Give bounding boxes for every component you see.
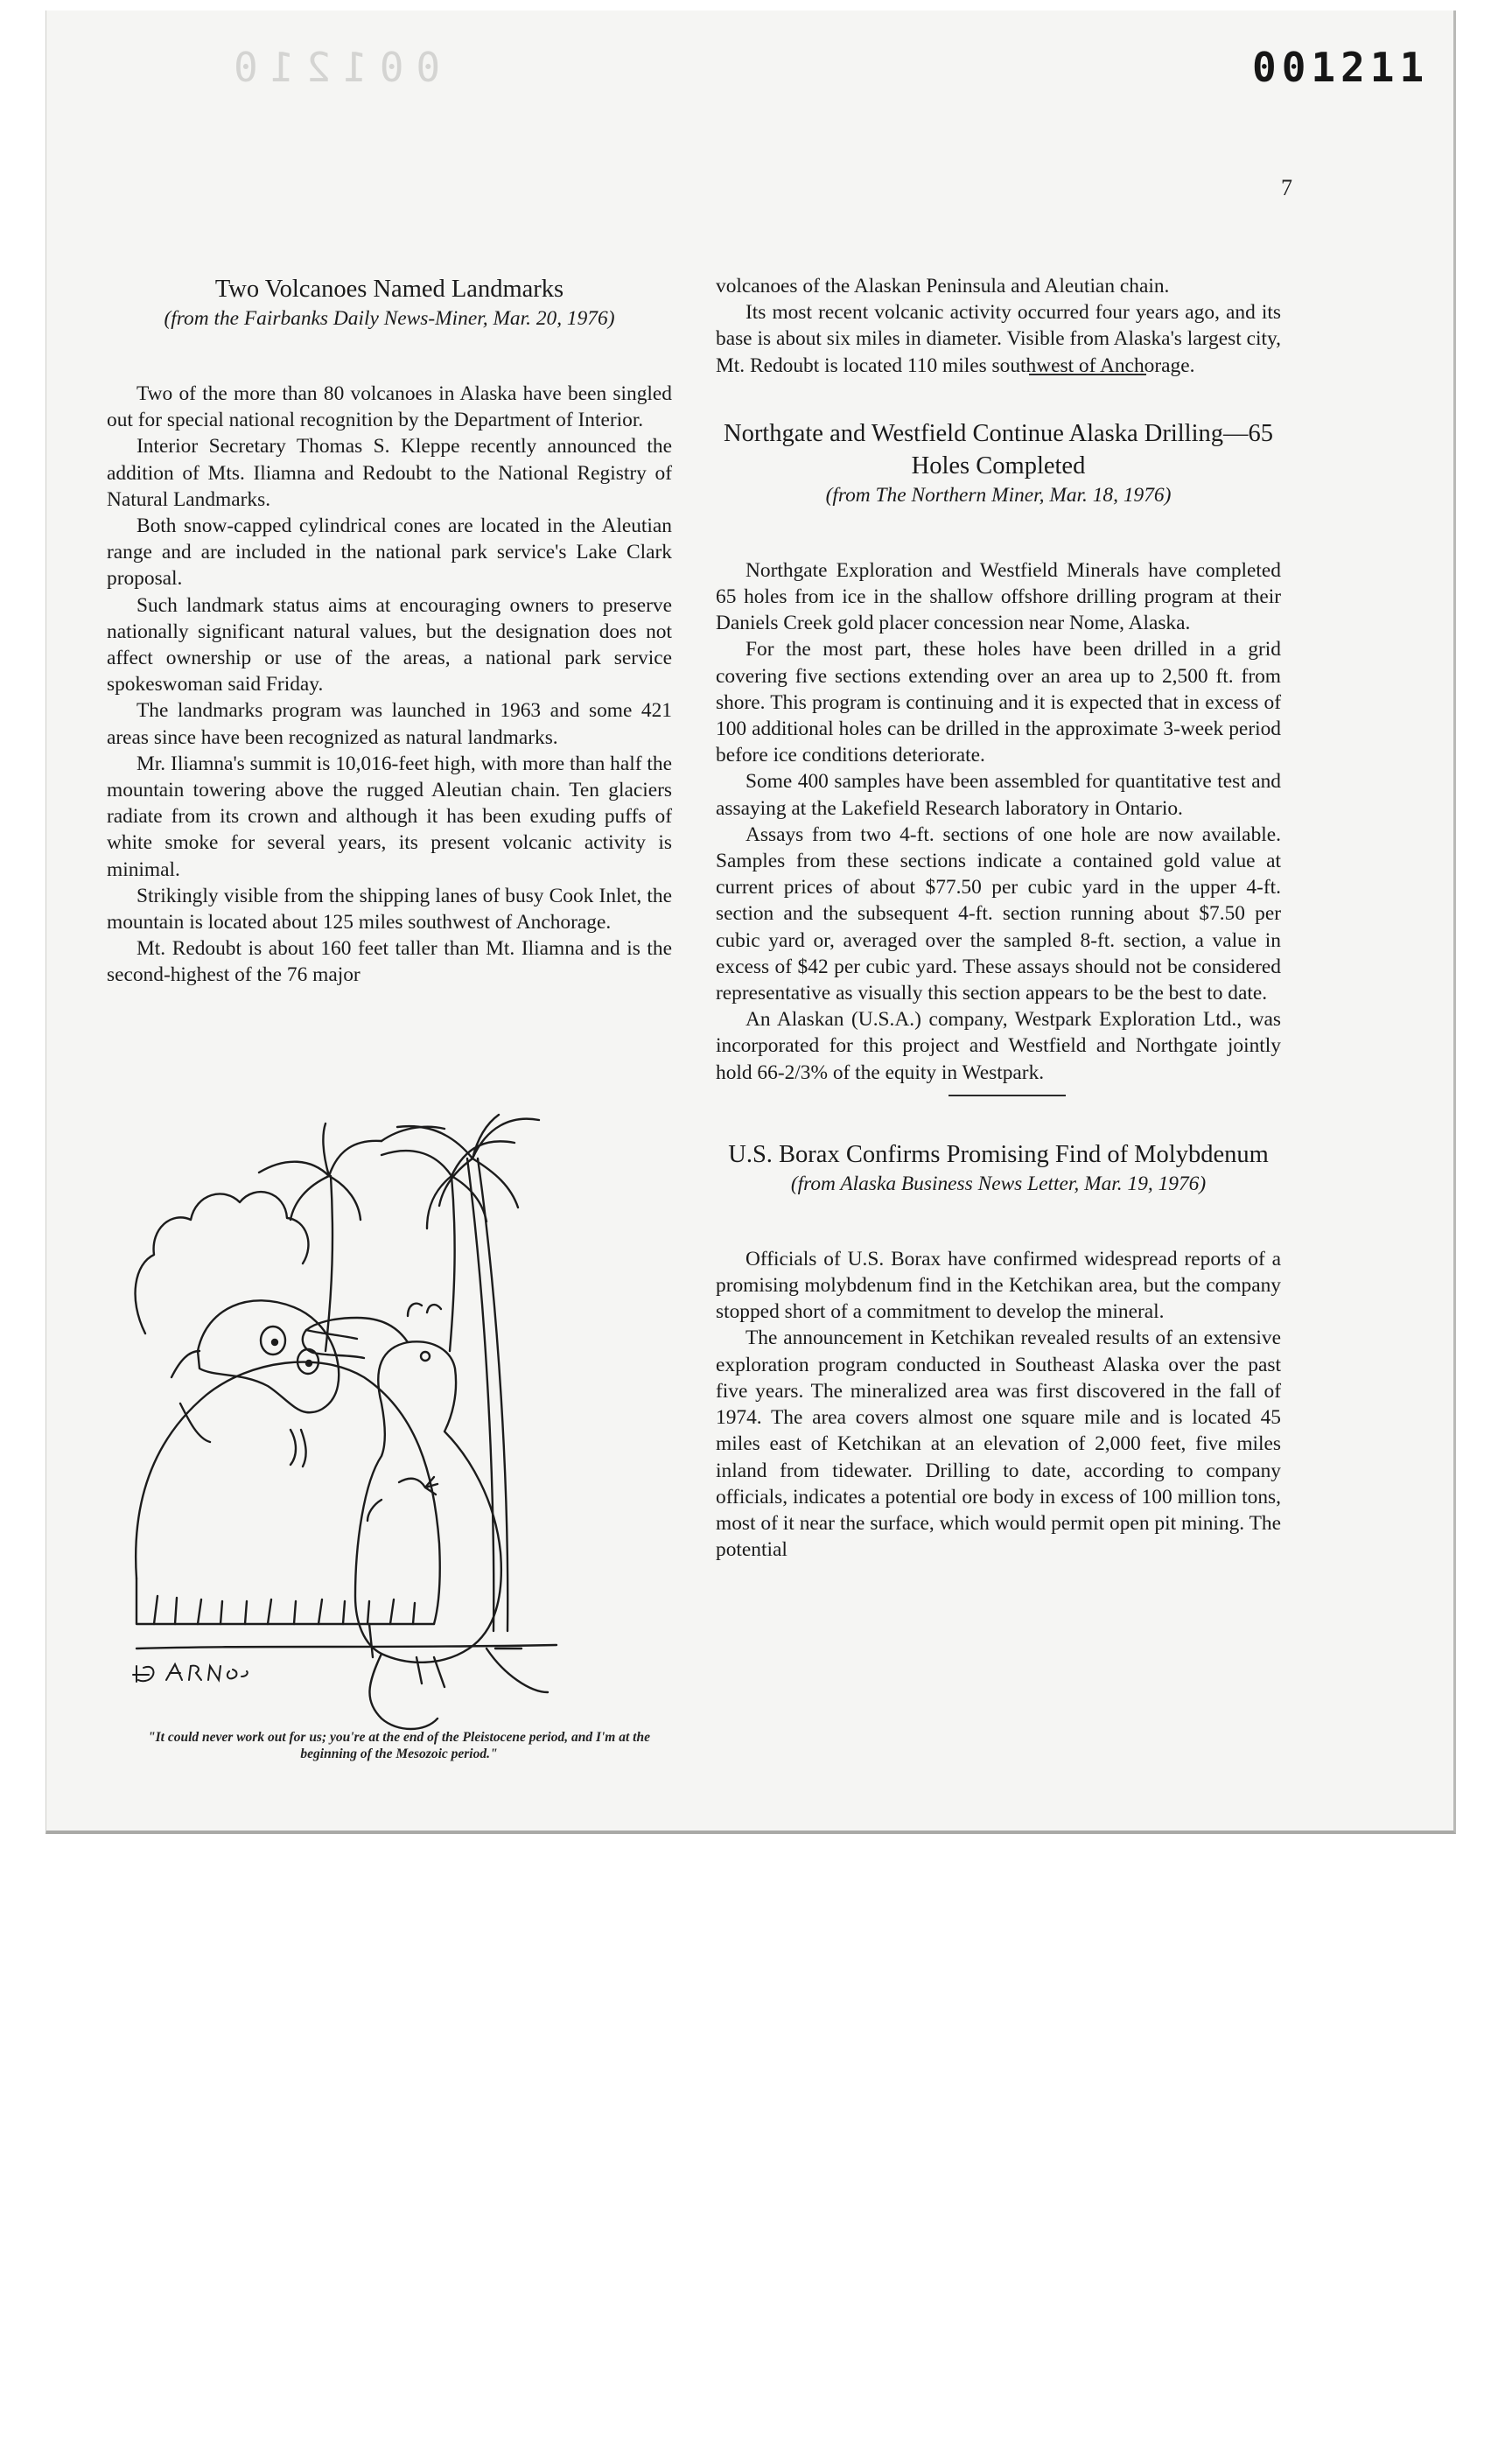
article3-paragraph: The announcement in Ketchikan revealed results of an extensive exploration program conducted in Southeast Alaska over the past five years. The mineralized area was first discovered in the fall of 1974. The area covers almost one square mile and is located 45 miles east of Ketchikan at an elevation of 2,000 feet, five miles inland from tidewater. Drilling to date, according to company officials, indicates a potential ore body in excess of 100 million tons, most of it near the surface, which would permit open pit mining. The potential — [716, 1326, 1281, 1562]
document-number-stamp: 001211 — [1252, 44, 1430, 91]
right-column — [716, 273, 1281, 1563]
article2-paragraph: An Alaskan (U.S.A.) company, Westpark Exploration Ltd., was incorporated for this project and Westfield and Northgate jointly hold 66-2/3% of the equity in Westpark. — [716, 1008, 1281, 1084]
left-column — [107, 273, 672, 989]
ghost-stamp: 001210 — [221, 44, 441, 91]
article3-source: (from Alaska Business News Letter, Mar. 19, 1976) — [790, 1172, 1207, 1195]
article2-title: Northgate and Westfield Continue Alaska Drilling—65 Holes Completed — [723, 419, 1274, 480]
article1-paragraph: Mt. Redoubt is about 160 feet taller than Mt. Iliamna and is the second-highest of the 76 major — [107, 937, 672, 987]
article2-paragraph: Some 400 samples have been assembled for quantitative test and assaying at the Lakefield Research laboratory in Ontario. — [716, 770, 1281, 820]
cartoon-caption: "It could never work out for us; you're at the end of the Pleistocene period, and I'm at the beginning of the Mesozoic period." — [148, 1730, 650, 1761]
article2-paragraph: Northgate Exploration and Westfield Minerals have completed 65 holes from ice in the shallow offshore drilling program at their Daniels Creek gold placer concession near Nome, Alaska. — [716, 558, 1281, 635]
article1-paragraph: Interior Secretary Thomas S. Kleppe recently announced the addition of Mts. Iliamna and Redoubt to the National Registry of Natural Landmarks. — [107, 435, 672, 511]
article1-title: Two Volcanoes Named Landmarks — [214, 276, 564, 303]
article1-continuation: volcanoes of the Alaskan Peninsula and Aleutian chain. — [716, 275, 1170, 298]
article1-paragraph: Two of the more than 80 volcanoes in Alaska have been singled out for special national recognition by the Department of Interior. — [107, 382, 672, 432]
article3-title: U.S. Borax Confirms Promising Find of Molybdenum — [728, 1140, 1269, 1168]
cartoon-drawing — [119, 1088, 679, 1754]
article2-paragraph: For the most part, these holes have been drilled in a grid covering five sections extending over an area up to 2,500 ft. from shore. This program is continuing and it is expected that in excess of 100 additional holes can be drilled in the approximate 3-week period before ice conditions deteriorate. — [716, 638, 1281, 767]
page-number: 7 — [1281, 175, 1292, 200]
cartoonist-signature — [128, 1657, 268, 1687]
article3-paragraph: Officials of U.S. Borax have confirmed widespread reports of a promising molybdenum find in the Ketchikan area, but the company stopped short of a commitment to develop the mineral. — [716, 1247, 1281, 1324]
article1-paragraph: Strikingly visible from the shipping lanes of busy Cook Inlet, the mountain is located about 125 miles southwest of Anchorage. — [107, 884, 672, 934]
article1-paragraph: Such landmark status aims at encouraging owners to preserve nationally significant natural values, but the designation does not affect ownership or use of the areas, a national park service spokeswoman said Friday. — [107, 593, 672, 696]
article1-paragraph: The landmarks program was launched in 1963 and some 421 areas since have been recognized as natural landmarks. — [107, 699, 672, 749]
cartoon-illustration — [119, 1088, 679, 1754]
article2-source: (from The Northern Miner, Mar. 18, 1976) — [825, 483, 1172, 507]
article2-paragraph: Assays from two 4-ft. sections of one hole are now available. Samples from these sections indicate a contained gold value at current prices of about $77.50 per cubic yard in the upper 4-ft. section and the subsequent 4-ft. section running about $7.50 per cubic yard or, averaged over the sampled 8-ft. section, a value in excess of $42 per cubic yard. These assays should not be considered representative as visually this section appears to be the best to date. — [716, 822, 1281, 1005]
article1-source: (from the Fairbanks Daily News-Miner, Mar. 20, 1976) — [164, 307, 615, 330]
article1-paragraph: Mr. Iliamna's summit is 10,016-feet high, with more than half the mountain towering above the rugged Aleutian chain. Ten glaciers radiate from its crown and although it has been exuding puffs of white smoke for several years, its present volcanic activity is minimal. — [107, 752, 672, 881]
article1-paragraph: Both snow-capped cylindrical cones are located in the Aleutian range and are included in the national park service's Lake Clark proposal. — [107, 514, 672, 591]
article1-paragraph: Its most recent volcanic activity occurred four years ago, and its base is about six miles in diameter. Visible from Alaska's largest city, Mt. Redoubt is located 110 miles southwest of Anchorage. — [716, 301, 1281, 377]
